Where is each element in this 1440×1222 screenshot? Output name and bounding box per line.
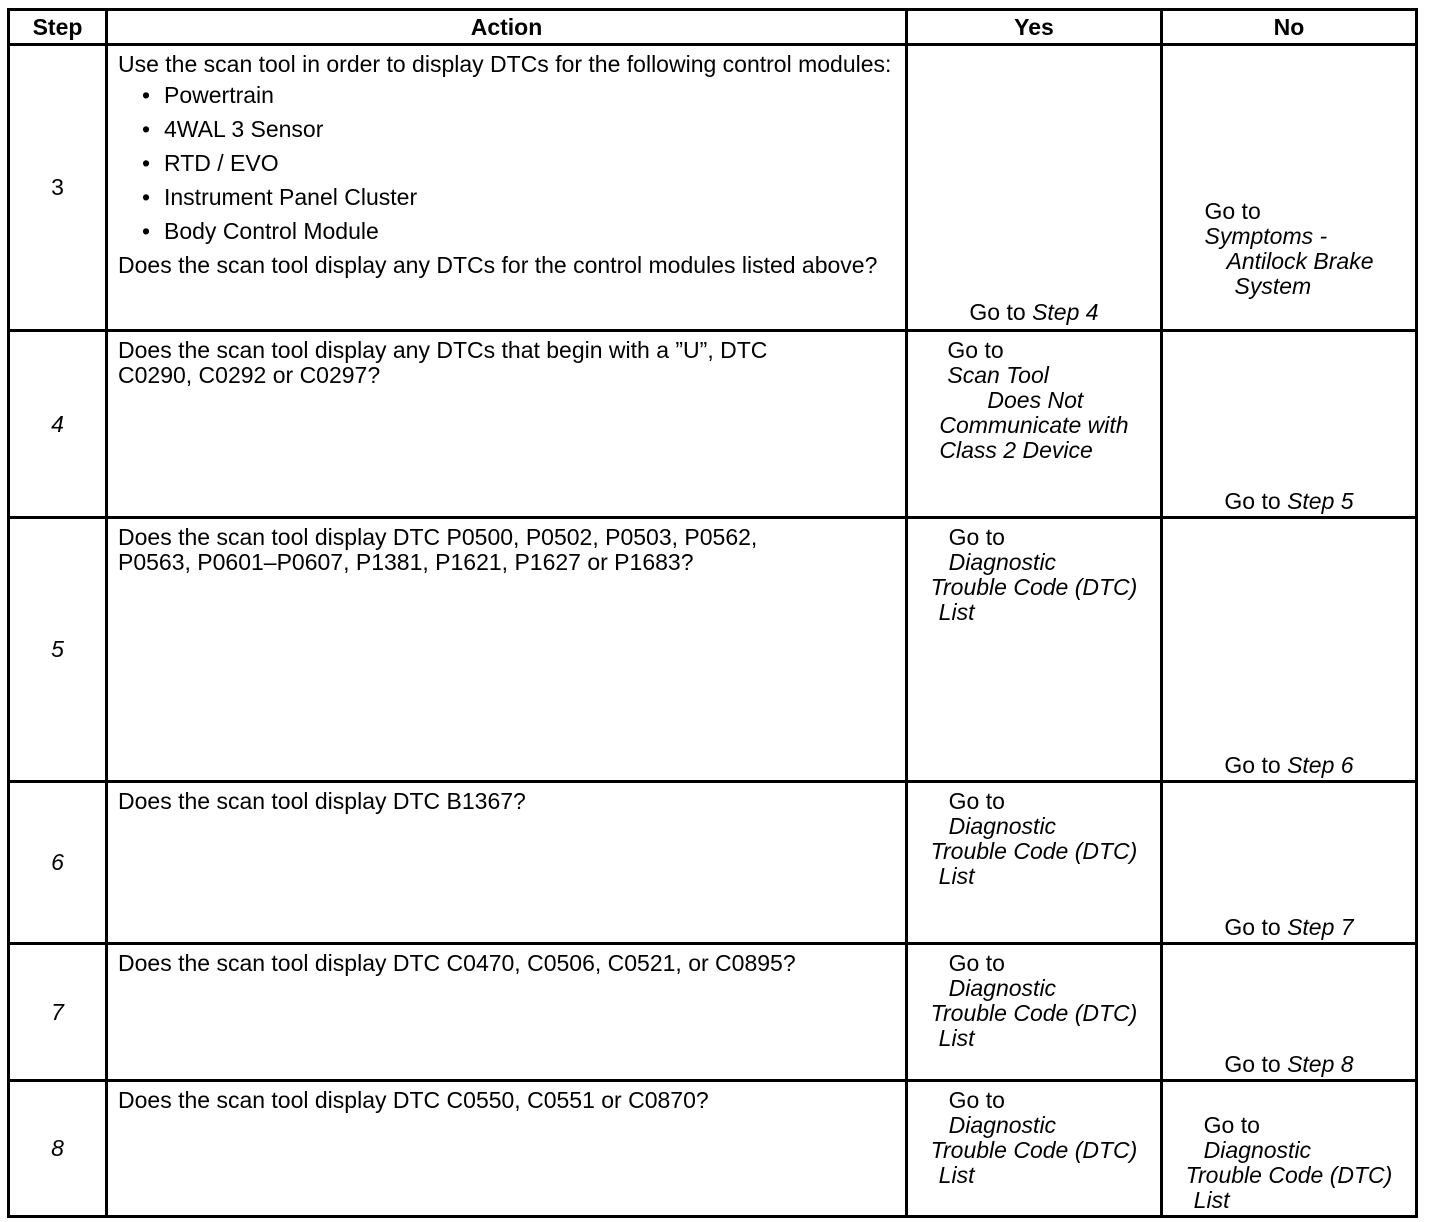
goto-prefix: Go to: [947, 337, 1004, 363]
goto-target-line: Scan Tool: [947, 362, 1049, 388]
no-goto: [1163, 915, 1415, 940]
goto-target-line: Trouble Code (DTC): [930, 1000, 1138, 1026]
table-row: [9, 518, 1417, 782]
action-question: Does the scan tool display any DTCs for the control modules listed above?: [118, 252, 878, 278]
list-item: • 4WAL 3 Sensor: [118, 117, 897, 142]
goto-target-line: Diagnostic: [1203, 1137, 1312, 1163]
goto-target: Step 4: [1032, 299, 1099, 325]
diagnostic-table: [7, 8, 1418, 1218]
no-goto: [1163, 489, 1415, 514]
goto-prefix: Go to: [1224, 914, 1281, 940]
goto-target-line: Trouble Code (DTC): [930, 574, 1138, 600]
yes-cell: [907, 518, 1162, 782]
goto-target: Step 8: [1287, 1051, 1354, 1077]
step-number: 4: [9, 331, 107, 518]
table-row: [9, 782, 1417, 944]
goto-target-line: Trouble Code (DTC): [930, 1137, 1138, 1163]
table-row: [9, 45, 1417, 331]
yes-goto: [908, 525, 1160, 625]
yes-goto: [908, 1088, 1160, 1188]
no-cell: [1162, 782, 1417, 944]
step-number: 5: [9, 518, 107, 782]
table-row: [9, 331, 1417, 518]
goto-prefix: Go to: [948, 1087, 1005, 1113]
goto-target-line: Diagnostic: [948, 1112, 1057, 1138]
goto-target-line: List: [938, 863, 975, 889]
goto-prefix: Go to: [1204, 198, 1261, 224]
action-intro: Use the scan tool in order to display DTCs for the following control modules:: [118, 51, 892, 77]
no-cell: [1162, 45, 1417, 331]
goto-target-line: Trouble Code (DTC): [1185, 1162, 1393, 1188]
header-action: Action: [107, 10, 907, 45]
no-goto: [1163, 753, 1415, 778]
goto-prefix: Go to: [1203, 1112, 1260, 1138]
goto-target-line: Diagnostic: [948, 549, 1057, 575]
yes-cell: [907, 331, 1162, 518]
goto-target: Step 5: [1287, 488, 1354, 514]
no-goto: [1163, 199, 1415, 299]
goto-prefix: Go to: [969, 299, 1026, 325]
goto-target-line: Class 2 Device: [939, 437, 1093, 463]
table-row: [9, 1081, 1417, 1217]
yes-cell: [907, 45, 1162, 331]
action-question: Does the scan tool display DTC B1367?: [118, 788, 526, 814]
yes-cell: [907, 1081, 1162, 1217]
yes-cell: [907, 782, 1162, 944]
list-item: • Powertrain: [118, 83, 897, 108]
header-yes: Yes: [907, 10, 1162, 45]
no-cell: [1162, 331, 1417, 518]
action-cell: [107, 45, 907, 331]
goto-target-line: List: [938, 1025, 975, 1051]
no-cell: [1162, 518, 1417, 782]
goto-target-line: Does Not: [987, 387, 1084, 413]
step-number: 8: [9, 1081, 107, 1217]
table-row: [9, 944, 1417, 1081]
yes-goto: [908, 951, 1160, 1051]
header-row: [9, 10, 1417, 45]
yes-cell: [907, 944, 1162, 1081]
header-step: Step: [9, 10, 107, 45]
no-goto: [1163, 1052, 1415, 1077]
goto-target-line: Antilock Brake: [1226, 248, 1374, 274]
goto-target-line: Symptoms -: [1204, 223, 1328, 249]
goto-prefix: Go to: [1224, 752, 1281, 778]
goto-target-line: Diagnostic: [948, 813, 1057, 839]
goto-prefix: Go to: [1224, 1051, 1281, 1077]
action-question: Does the scan tool display DTC P0500, P0502, P0503, P0562, P0563, P0601–P0607, P1381, P1621, P1627 or P1683?: [118, 524, 758, 575]
action-cell: [107, 518, 907, 782]
goto-prefix: Go to: [948, 950, 1005, 976]
goto-prefix: Go to: [948, 524, 1005, 550]
goto-target-line: Diagnostic: [948, 975, 1057, 1001]
goto-prefix: Go to: [948, 788, 1005, 814]
header-no: No: [1162, 10, 1417, 45]
goto-target-line: Communicate with: [939, 412, 1129, 438]
goto-prefix: Go to: [1224, 488, 1281, 514]
list-item: • Body Control Module: [118, 219, 897, 244]
list-item: • RTD / EVO: [118, 151, 897, 176]
goto-target: Step 6: [1287, 752, 1354, 778]
goto-target: Step 7: [1287, 914, 1354, 940]
goto-target-line: Trouble Code (DTC): [930, 838, 1138, 864]
action-cell: [107, 782, 907, 944]
no-goto: [1163, 1113, 1415, 1213]
goto-target-line: List: [938, 1162, 975, 1188]
action-cell: [107, 944, 907, 1081]
yes-goto: [908, 300, 1160, 325]
yes-goto: [908, 789, 1160, 889]
goto-target-line: System: [1234, 273, 1312, 299]
module-list: [118, 83, 897, 244]
step-number: 7: [9, 944, 107, 1081]
step-number: 3: [9, 45, 107, 331]
list-item: • Instrument Panel Cluster: [118, 185, 897, 210]
action-question: Does the scan tool display any DTCs that begin with a ”U”, DTC C0290, C0292 or C0297?: [118, 337, 768, 388]
goto-target-line: List: [1193, 1187, 1230, 1213]
action-cell: [107, 331, 907, 518]
action-question: Does the scan tool display DTC C0470, C0506, C0521, or C0895?: [118, 950, 796, 976]
no-cell: [1162, 1081, 1417, 1217]
action-cell: [107, 1081, 907, 1217]
no-cell: [1162, 944, 1417, 1081]
action-question: Does the scan tool display DTC C0550, C0551 or C0870?: [118, 1087, 709, 1113]
yes-goto: [908, 338, 1160, 463]
goto-target-line: List: [938, 599, 975, 625]
step-number: 6: [9, 782, 107, 944]
